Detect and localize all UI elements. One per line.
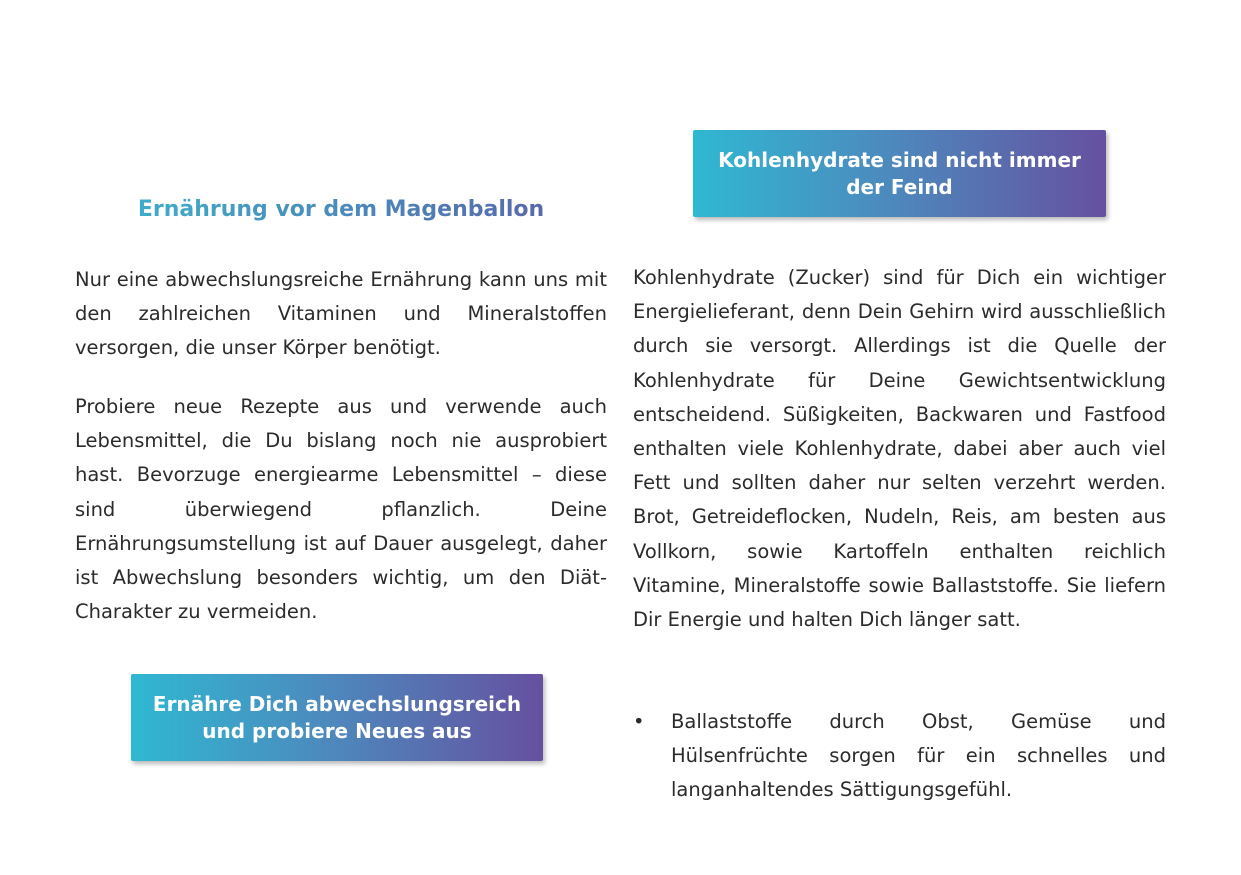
variety-banner-label: Ernähre Dich abwechslungsreich und probiere Neues aus [152,691,522,743]
carbohydrates-banner [693,130,1106,217]
intro-paragraph: Nur eine abwechslungsreiche Ernährung kann uns mit den zahlreichen Vitaminen und Mineralstoffen versorgen, die unser Körper benötigt. [75,268,607,360]
variety-banner [131,674,543,761]
fiber-bullet-list [633,705,1166,808]
carbohydrates-paragraph: Kohlenhydrate (Zucker) sind für Dich ein wichtiger Energielieferant, denn Dein Gehirn wird ausschließlich durch sie versorgt. Allerdings ist die Quelle der Kohlenhydrate für Deine Gewichtsentwicklung entscheidend. Süßigkeiten, Backwaren und Fastfood enthalten viele Kohlenhydrate, dabei aber auch viel Fett und sollten daher nur selten verzehrt werden. Brot, Getreideflocken, Nudeln, Reis, am besten aus Vollkorn, sowie Kartoffeln enthalten reichlich Vitamine, Mineralstoffe sowie Ballaststoffe. Sie liefern Dir Energie und halten Dich länger satt. [633,266,1166,632]
recipes-paragraph: Probiere neue Rezepte aus und verwende auch Lebensmittel, die Du bislang noch nie ausprobiert hast. Bevorzuge energiearme Lebensmittel – diese sind überwiegend pflanzlich. Deine Ernährungsumstellung ist auf Dauer ausgelegt, daher ist Abwechslung besonders wichtig, um den Diät-Charakter zu vermeiden. [75,395,607,624]
bullet-text: Ballaststoffe durch Obst, Gemüse und Hülsenfrüchte sorgen für ein schnelles und langanhaltendes Sättigungsgefühl. [671,710,1166,802]
bullet-icon: • [633,710,645,733]
list-item [633,705,1166,808]
section-heading: Ernährung vor dem Magenballon [75,194,607,226]
carbohydrates-banner-label: Kohlenhydrate sind nicht immer der Feind [718,147,1081,199]
